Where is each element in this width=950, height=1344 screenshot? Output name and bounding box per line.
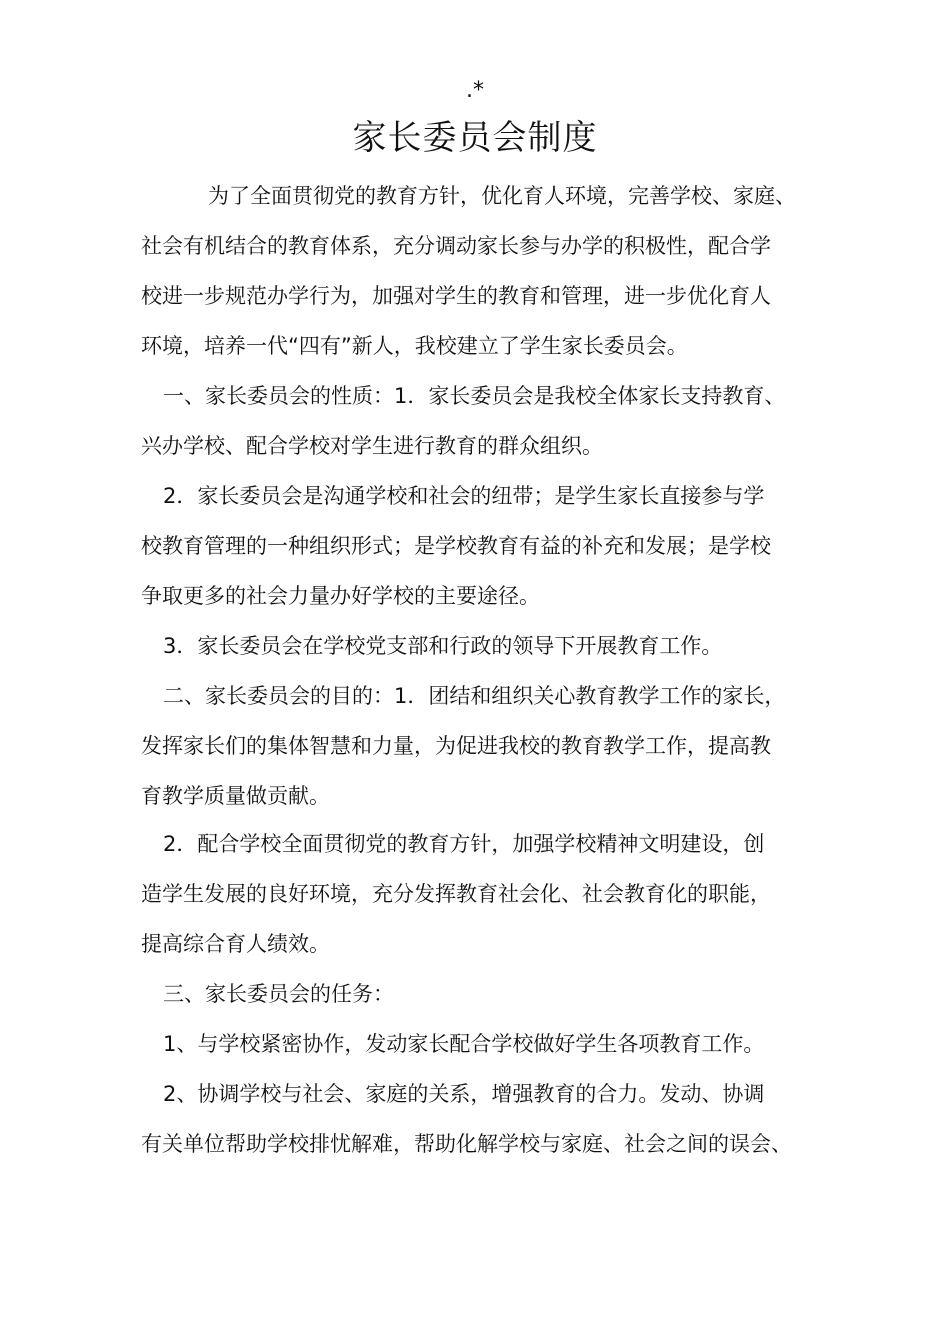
body-line: 提高综合育人绩效。 — [141, 932, 330, 956]
body-line: 校进一步规范办学行为，加强对学生的教育和管理，进一步优化育人 — [141, 284, 771, 308]
body-line: 三、家长委员会的任务： — [163, 982, 394, 1006]
body-line: 争取更多的社会力量办好学校的主要途径。 — [141, 584, 540, 608]
body-line: 为了全面贯彻党的教育方针，优化育人环境，完善学校、家庭、 — [208, 184, 796, 208]
body-line: 发挥家长们的集体智慧和力量，为促进我校的教育教学工作，提高教 — [141, 734, 771, 758]
body-line: 兴办学校、配合学校对学生进行教育的群众组织。 — [141, 434, 603, 458]
body-line: 2．家长委员会是沟通学校和社会的纽带；是学生家长直接参与学 — [163, 484, 765, 508]
body-line: 校教育管理的一种组织形式；是学校教育有益的补充和发展；是学校 — [141, 534, 771, 558]
body-line: 3．家长委员会在学校党支部和行政的领导下开展教育工作。 — [163, 634, 723, 658]
document-title: 家长委员会制度 — [352, 118, 598, 158]
body-line: 造学生发展的良好环境，充分发挥教育社会化、社会教育化的职能， — [141, 882, 771, 906]
body-line: 育教学质量做贡献。 — [141, 784, 330, 808]
body-line: 2．配合学校全面贯彻党的教育方针，加强学校精神文明建设，创 — [163, 832, 765, 856]
body-line: 2、协调学校与社会、家庭的关系，增强教育的合力。发动、协调 — [163, 1082, 765, 1106]
header-mark: .* — [466, 78, 484, 103]
body-line: 二、家长委员会的目的：1．团结和组织关心教育教学工作的家长， — [163, 684, 786, 708]
body-line: 社会有机结合的教育体系，充分调动家长参与办学的积极性，配合学 — [141, 234, 771, 258]
body-line: 环境，培养一代“四有”新人，我校建立了学生家长委员会。 — [141, 334, 688, 358]
body-line: 1、与学校紧密协作，发动家长配合学校做好学生各项教育工作。 — [163, 1032, 765, 1056]
body-line: 一、家长委员会的性质：1．家长委员会是我校全体家长支持教育、 — [163, 384, 786, 408]
body-line: 有关单位帮助学校排忧解难，帮助化解学校与家庭、社会之间的误会、 — [141, 1132, 792, 1156]
